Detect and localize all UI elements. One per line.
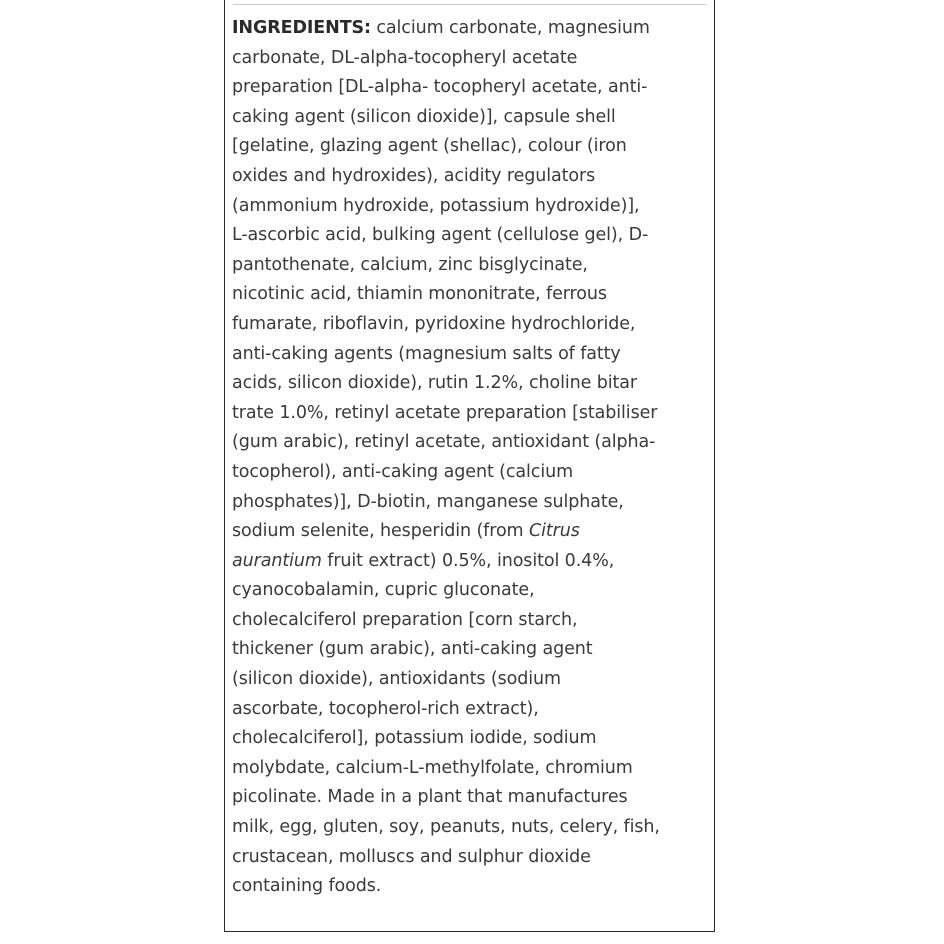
ingredients-line <box>232 843 708 873</box>
top-divider <box>233 4 706 5</box>
ingredients-heading: INGREDIENTS: <box>232 18 371 38</box>
ingredients-line <box>232 369 708 399</box>
ingredients-line <box>232 44 708 74</box>
ingredients-line <box>232 399 708 429</box>
line-text: cholecalciferol preparation [corn starch, <box>232 609 578 630</box>
line-text: thickener (gum arabic), anti-caking agent <box>232 639 593 660</box>
line-text: cyanocobalamin, cupric gluconate, <box>232 580 535 601</box>
line-text: (silicon dioxide), antioxidants (sodium <box>232 669 561 690</box>
ingredients-line <box>232 813 708 843</box>
ingredients-line <box>232 488 708 518</box>
line-text: fruit extract) 0.5%, inositol 0.4%, <box>321 550 615 571</box>
ingredients-line <box>232 724 708 754</box>
line-text: (ammonium hydroxide, potassium hydroxide)], <box>232 195 640 216</box>
ingredients-text <box>232 14 708 902</box>
ingredients-line <box>232 280 708 310</box>
ingredients-panel <box>224 0 715 932</box>
line-text: nicotinic acid, thiamin mononitrate, ferrous <box>232 284 607 305</box>
ingredients-line <box>232 754 708 784</box>
ingredients-line <box>232 14 708 44</box>
line-text: phosphates)], D-biotin, manganese sulphate, <box>232 491 624 512</box>
ingredients-line <box>232 576 708 606</box>
line-text: anti-caking agents (magnesium salts of fatty <box>232 343 621 364</box>
line-text: (gum arabic), retinyl acetate, antioxidant (alpha- <box>232 432 656 453</box>
ingredients-line <box>232 695 708 725</box>
line-text: sodium selenite, hesperidin (from <box>232 521 529 542</box>
ingredients-line <box>232 162 708 192</box>
line-text: crustacean, molluscs and sulphur dioxide <box>232 846 591 867</box>
line-text: molybdate, calcium-L-methylfolate, chromium <box>232 757 633 778</box>
line-text: ascorbate, tocopherol-rich extract), <box>232 698 539 719</box>
line-text: pantothenate, calcium, zinc bisglycinate, <box>232 254 588 275</box>
line-text: fumarate, riboflavin, pyridoxine hydrochloride, <box>232 313 636 334</box>
ingredients-line <box>232 606 708 636</box>
ingredients-line <box>232 428 708 458</box>
line-text: acids, silicon dioxide), rutin 1.2%, choline bitar <box>232 373 637 394</box>
ingredients-line <box>232 665 708 695</box>
ingredients-line <box>232 221 708 251</box>
ingredients-line <box>232 783 708 813</box>
line-text: carbonate, DL-alpha-tocopheryl acetate <box>232 47 578 68</box>
italic-species-name: Citrus <box>528 521 580 542</box>
line-text: preparation [DL-alpha- tocopheryl acetate, anti- <box>232 77 648 98</box>
line-text: tocopherol), anti-caking agent (calcium <box>232 461 574 482</box>
line-text: oxides and hydroxides), acidity regulators <box>232 165 596 186</box>
ingredients-line <box>232 103 708 133</box>
ingredients-line <box>232 340 708 370</box>
line-text: containing foods. <box>232 876 382 897</box>
line-text: trate 1.0%, retinyl acetate preparation [stabiliser <box>232 402 658 423</box>
ingredients-line <box>232 251 708 281</box>
ingredients-line <box>232 310 708 340</box>
ingredients-line <box>232 547 708 577</box>
line-text: cholecalciferol], potassium iodide, sodium <box>232 728 597 749</box>
ingredients-line <box>232 458 708 488</box>
line-text: caking agent (silicon dioxide)], capsule shell <box>232 106 616 127</box>
ingredients-line <box>232 73 708 103</box>
line-text: milk, egg, gluten, soy, peanuts, nuts, celery, fish, <box>232 817 660 838</box>
italic-species-name: aurantium <box>232 550 322 571</box>
ingredients-line <box>232 192 708 222</box>
line-text: calcium carbonate, magnesium <box>370 18 650 38</box>
line-text: [gelatine, glazing agent (shellac), colour (iron <box>232 136 627 157</box>
line-text: L-ascorbic acid, bulking agent (cellulose gel), D- <box>232 225 649 246</box>
ingredients-line <box>232 517 708 547</box>
ingredients-line <box>232 132 708 162</box>
ingredients-line <box>232 872 708 902</box>
ingredients-line <box>232 635 708 665</box>
line-text: picolinate. Made in a plant that manufactures <box>232 787 628 808</box>
